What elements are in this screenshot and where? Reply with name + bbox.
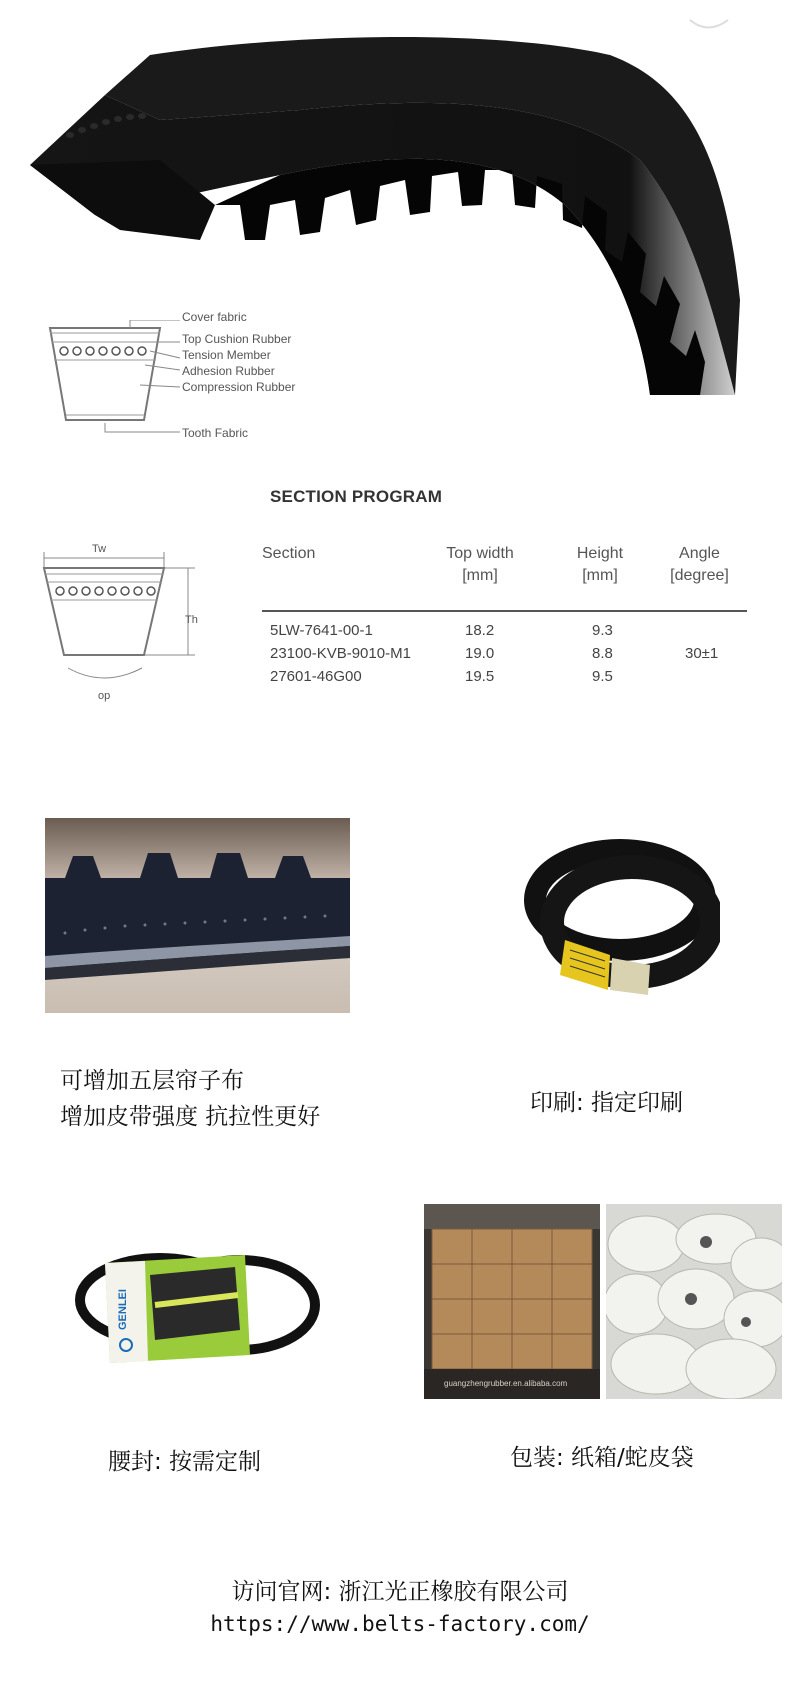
table-rule [262, 610, 747, 612]
dim-label-th: Th [185, 614, 198, 626]
caption-waist-seal: 腰封: 按需定制 [108, 1449, 262, 1475]
packaging-cartons-photo [424, 1204, 600, 1399]
waist-seal-photo [70, 1235, 325, 1370]
footer-company: 访问官网: 浙江光正橡胶有限公司 [231, 1579, 569, 1605]
label-tooth-fabric: Tooth Fabric [182, 426, 249, 440]
cell-top-width: 19.5 [465, 668, 495, 685]
cell-top-width: 19.0 [465, 645, 495, 662]
table-row [270, 668, 740, 690]
tooth-closeup-photo [45, 818, 350, 1013]
footer-website-link[interactable]: https://www.belts-factory.com/ [210, 1612, 590, 1636]
header-section: Section [262, 545, 316, 562]
watermark-text: guangzhengrubber.en.alibaba.com [444, 1379, 568, 1388]
cell-height: 9.3 [592, 622, 613, 639]
layer-leader-lines [100, 320, 190, 470]
header-angle: Angle [degree] [670, 545, 729, 584]
caption-packaging: 包装: 纸箱/蛇皮袋 [510, 1445, 694, 1471]
dimension-diagram [30, 540, 210, 700]
sleeve-brand-text: GENLEI [117, 1289, 129, 1330]
cell-height: 9.5 [592, 668, 613, 685]
header-height: Height [mm] [576, 545, 624, 584]
header-top-width: Top width [mm] [446, 545, 514, 584]
label-tension-member: Tension Member [182, 348, 271, 362]
dim-label-tw: Tw [92, 543, 107, 555]
cell-section: 27601-46G00 [270, 668, 362, 685]
table-row [270, 645, 740, 667]
label-adhesion-rubber: Adhesion Rubber [182, 364, 275, 378]
packaging-bags-photo [606, 1204, 782, 1399]
dim-label-op: op [98, 690, 111, 702]
cell-top-width: 18.2 [465, 622, 495, 639]
label-top-cushion-rubber: Top Cushion Rubber [182, 332, 292, 346]
label-compression-rubber: Compression Rubber [182, 380, 296, 394]
caption-printing: 印刷: 指定印刷 [530, 1090, 684, 1116]
cell-angle: 30±1 [685, 645, 719, 662]
label-cover-fabric: Cover fabric [182, 310, 247, 324]
cell-section: 23100-KVB-9010-M1 [270, 645, 411, 662]
table-row [270, 622, 740, 644]
cell-height: 8.8 [592, 645, 613, 662]
caption-layers: 可增加五层帘子布 增加皮带强度 抗拉性更好 [60, 1068, 321, 1130]
section-program-title: SECTION PROGRAM [270, 487, 443, 506]
printed-belt-photo [520, 830, 720, 1000]
cell-section: 5LW-7641-00-1 [270, 622, 373, 639]
